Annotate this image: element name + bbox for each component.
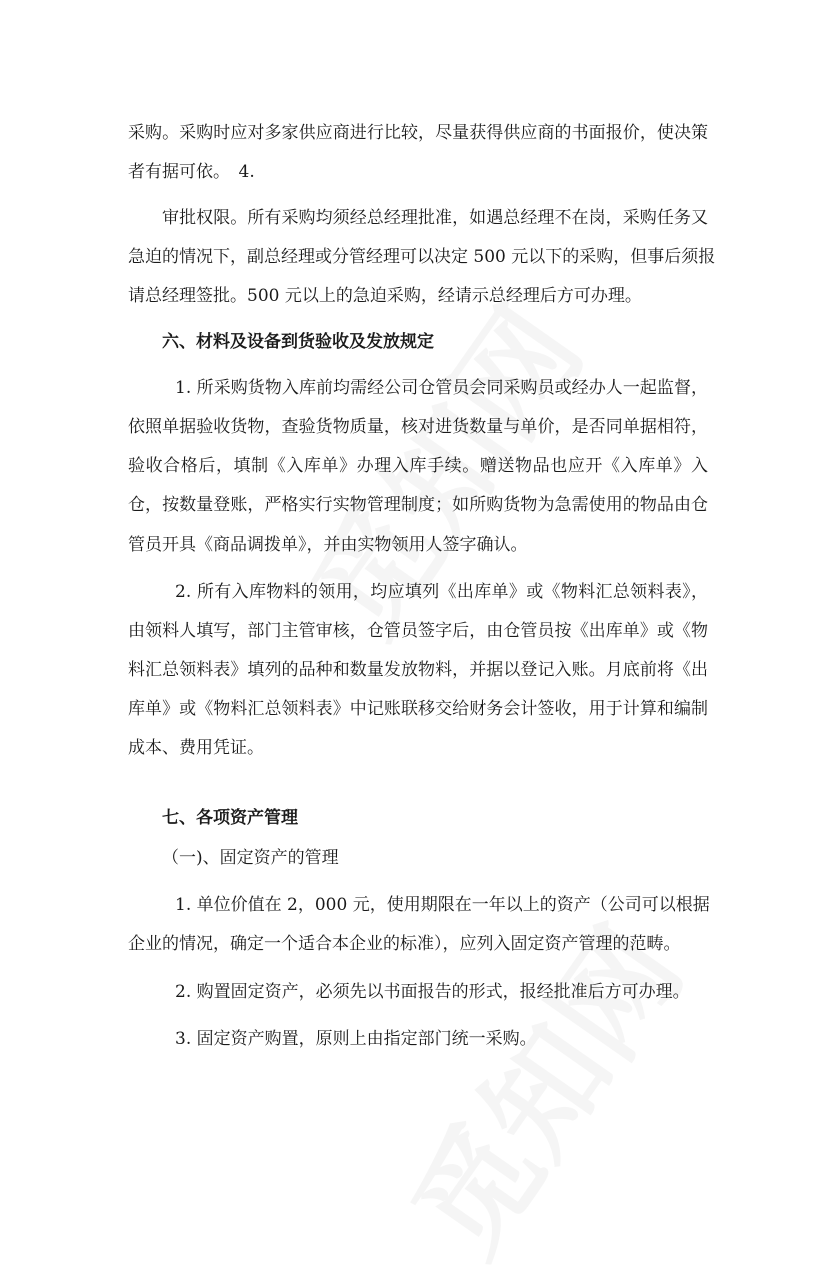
text-line: 验收合格后，填制《入库单》办理入库手续。赠送物品也应开《入库单》入 (128, 456, 708, 476)
text-line: 急迫的情况下，副总经理或分管经理可以决定 500 元以下的采购，但事后须报 (128, 247, 716, 267)
subsection-heading: （一)、固定资产的管理 (162, 848, 339, 868)
text-line: 企业的情况，确定一个适合本企业的标准），应列入固定资产管理的范畴。 (128, 934, 681, 954)
text-line: 2. 购置固定资产，必须先以书面报告的形式，报经批准后方可办理。 (175, 982, 690, 1002)
text-line: 由领料人填写，部门主管审核，仓管员签字后，由仓管员按《出库单》或《物 (128, 621, 708, 641)
text-line: 1. 所采购货物入库前均需经公司仓管员会同采购员或经办人一起监督， (175, 378, 708, 398)
section-heading: 六、材料及设备到货验收及发放规定 (162, 332, 434, 352)
text-line: 1. 单位价值在 2，000 元，使用期限在一年以上的资产（公司可以根据 (175, 895, 710, 915)
text-line: 审批权限。所有采购均须经总经理批准，如遇总经理不在岗，采购任务又 (162, 208, 708, 228)
text-line: 依照单据验收货物，查验货物质量，核对进货数量与单价，是否同单据相符， (128, 417, 708, 437)
text-line: 仓，按数量登账，严格实行实物管理制度；如所购货物为急需使用的物品由仓 (128, 495, 708, 515)
text-line: 请总经理签批。500 元以上的急迫采购，经请示总经理后方可办理。 (128, 286, 642, 306)
text-line: 2. 所有入库物料的领用，均应填列《出库单》或《物料汇总领料表》， (175, 582, 708, 602)
text-line: 管员开具《商品调拨单》，并由实物领用人签字确认。 (128, 535, 528, 555)
text-line: 采购。采购时应对多家供应商进行比较，尽量获得供应商的书面报价，使决策 (128, 123, 708, 143)
text-line: 者有据可依。 4. (128, 162, 255, 182)
text-line: 料汇总领料表》填列的品种和数量发放物料，并据以登记入账。月底前将《出 (128, 660, 708, 680)
text-line: 成本、费用凭证。 (128, 738, 264, 758)
text-line: 3. 固定资产购置，原则上由指定部门统一采购。 (175, 1029, 537, 1049)
section-heading: 七、各项资产管理 (162, 808, 298, 828)
text-line: 库单》或《物料汇总领料表》中记账联移交给财务会计签收，用于计算和编制 (128, 699, 708, 719)
